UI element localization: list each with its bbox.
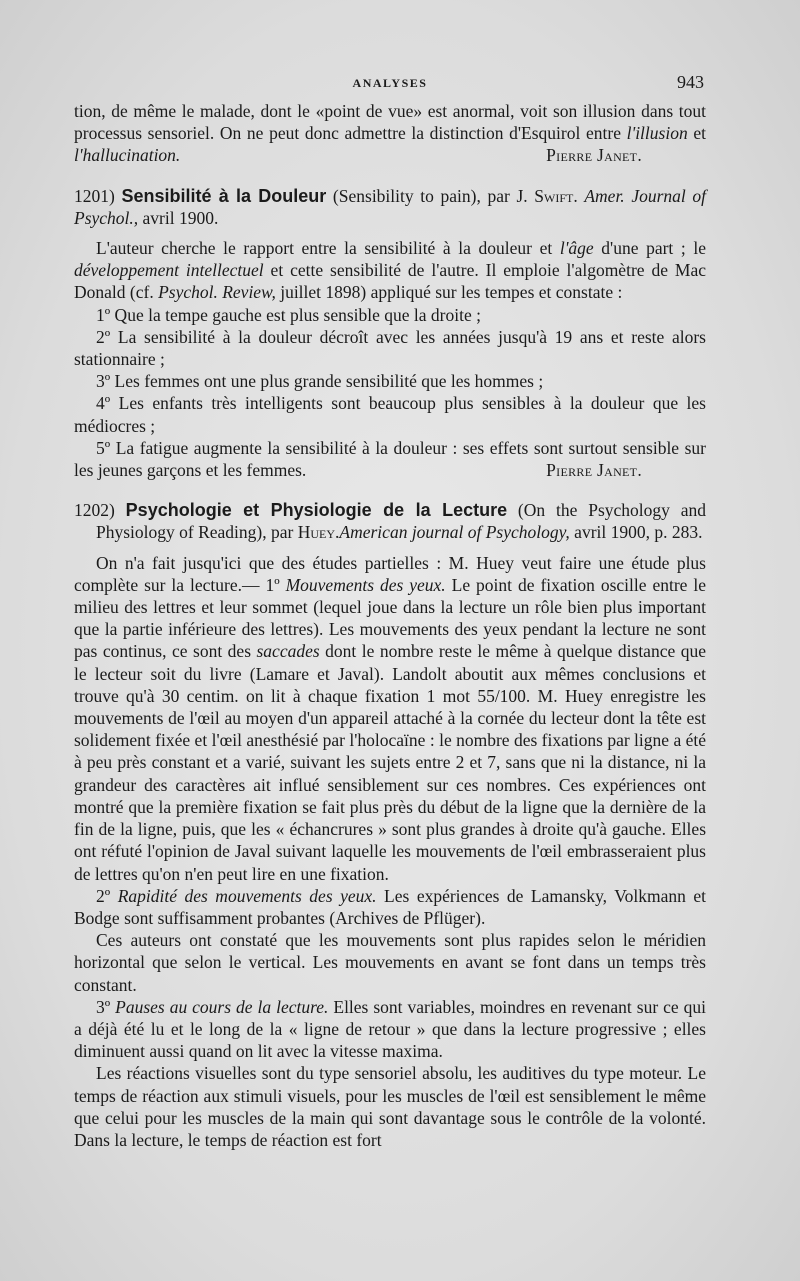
entry-1202-p2-text-2: Les expériences de Lamansky, Volkmann et Bodge sont suffisamment probantes (Archives de Pflüger). [74, 885, 706, 928]
carryover-signature: Pierre Janet. [546, 145, 642, 166]
entry-1202-p1-em-2: saccades [256, 641, 320, 662]
entry-1202-paragraph-1 [74, 552, 706, 885]
entry-1202-paragraph-4 [74, 996, 706, 1063]
entry-1201-point-1: 1º Que la tempe gauche est plus sensible que la droite ; [96, 304, 481, 325]
entry-1201-intro-text-3: et cette sensibilité de l'autre. Il emploie l'algomètre de Mac Donald (cf. [74, 260, 706, 303]
entry-1201-title: Sensibilité à la Douleur [121, 185, 327, 206]
entry-1202-date: avril 1900, p. 283. [569, 522, 703, 543]
entry-1201-subtitle: (Sensibility to pain), par J. [326, 185, 535, 206]
entry-1202-number: 1202) [74, 500, 115, 521]
entry-1201-point-5 [74, 437, 706, 481]
entry-1202-p1-text-1: On n'a fait jusqu'ici que des études partielles : M. Huey veut faire une étude plus complète sur la lecture.— 1º [74, 552, 706, 595]
carryover-em-1: l'illusion [626, 123, 688, 144]
entry-1202-paragraph-5: Les réactions visuelles sont du type sensoriel absolu, les auditives du type moteur. Le temps de réaction aux stimuli visuels, pour les muscles de l'œil est sensiblement le même que celui pour les muscles de la main qui sont davantage sous le contrôle de la volonté. Dans la lecture, le temps de réaction est fort [74, 1063, 706, 1150]
entry-1201-intro [74, 237, 706, 304]
running-head-title: ANALYSES [352, 76, 428, 90]
carryover-text-2: et [687, 123, 706, 144]
entry-1202-title: Psychologie et Physiologie de la Lecture [125, 500, 508, 521]
entry-1201-journal: Amer. Journal of Psychol., [74, 185, 706, 228]
entry-1202-p2-text-1: 2º [96, 885, 118, 906]
carryover-paragraph [74, 100, 706, 167]
entry-1202-p1-text-2: Le point de fixation oscille entre le milieu des lettres et leur sommet (lequel joue dans la lecture un rôle bien plus important que la partie inférieure des lettres). Les mouvements des yeux pendant la lecture ne sont pas continus, ce sont des [74, 574, 707, 662]
entry-1201-intro-text-1: L'auteur cherche le rapport entre la sensibilité à la douleur et [96, 238, 560, 259]
entry-1201-date: avril 1900. [138, 207, 219, 228]
entry-1202-p4-text-1: 3º [96, 996, 116, 1017]
entry-1201-point-3: 3º Les femmes ont une plus grande sensibilité que les hommes ; [96, 371, 544, 392]
running-head [74, 72, 706, 96]
entry-1201-signature: Pierre Janet. [546, 460, 642, 481]
entry-1201-author: Swift. [534, 185, 578, 206]
entry-1201-point-5-text: 5º La fatigue augmente la sensibilité à la douleur : ses effets sont surtout sensible sur les jeunes garçons et les femmes. [74, 437, 706, 481]
entry-1201-intro-em-1: l'âge [559, 238, 594, 259]
entry-1202-journal: American journal of Psychology, [339, 522, 570, 543]
entry-1202-author: Huey. [297, 522, 340, 543]
entry-1202-paragraph-3: Ces auteurs ont constaté que les mouvements sont plus rapides selon le méridien horizontal que selon le vertical. Les mouvements en avant se font dans un temps très constant. [74, 930, 706, 995]
entry-1202-heading [74, 499, 706, 543]
entry-1202-subtitle: (On the Psychology and Physiology of Reading), par [96, 500, 706, 543]
page-number: 943 [677, 72, 704, 92]
entry-1202-p4-em-1: Pauses au cours de la lecture. [115, 996, 329, 1017]
entry-1201-intro-em-3: Psychol. Review, [158, 282, 276, 303]
entry-1201-intro-text-2: d'une part ; le [593, 238, 706, 259]
entry-1201-intro-em-2: développement intellectuel [74, 260, 264, 281]
entry-1201-intro-text-4: juillet 1898) appliqué sur les tempes et constate : [275, 282, 623, 303]
carryover-text-1: tion, de même le malade, dont le «point de vue» est anormal, voit son illusion dans tout processus sensoriel. On ne peut donc admettre la distinction d'Esquirol entre [74, 101, 706, 144]
page-content [74, 100, 706, 1151]
entry-1202-paragraph-2 [74, 885, 706, 929]
entry-1202-p1-em-1: Mouvements des yeux. [285, 574, 446, 595]
entry-1201-point-2: 2º La sensibilité à la douleur décroît avec les années jusqu'à 19 ans et reste alors stationnaire ; [74, 326, 706, 370]
entry-1202-p2-em-1: Rapidité des mouvements des yeux. [117, 885, 377, 906]
entry-1202-p4-text-2: Elles sont variables, moindres en revenant sur ce qui a déjà été lu et le long de la « ligne de retour » que dans la lecture progressive ; elles diminuent aussi quand on lit avec la vitesse maxima. [74, 996, 706, 1062]
carryover-em-2: l'hallucination. [74, 145, 181, 166]
entry-1201-number: 1201) [74, 185, 115, 206]
entry-1201-point-4: 4º Les enfants très intelligents sont beaucoup plus sensibles à la douleur que les médiocres ; [74, 393, 706, 436]
entry-1202-p1-text-3: dont le nombre reste le même à quelque distance que le lecteur soit du livre (Lamare et Javal). Landolt aboutit aux mêmes conclusions et trouve qu'à 30 centim. on lit à chaque fixation 1 mot 55/100. M. Huey enregistre les mouvements de l'œil au moyen d'un appareil attaché à la cornée du lecteur dont la tête est solidement fixée et l'œil anesthésié par l'holocaïne : le nombre des fixations par ligne a été à peu près constant et a varié, suivant les sujets entre 2 et 7, sans que ni la distance, ni la grandeur des caractères ait influé sensiblement sur ces nombres. Ces expériences ont montré que la première fixation se fait plus près du début de la ligne que la dernière de la fin de la ligne, puis, que les « échancrures » sont plus grandes à droite qu'à gauche. Elles ont réfuté l'opinion de Javal suivant laquelle les mouvements de l'œil embrasseraient plus de lettres qu'on n'en peut lire en une fixation. [74, 641, 706, 884]
entry-1201-heading [74, 185, 706, 229]
